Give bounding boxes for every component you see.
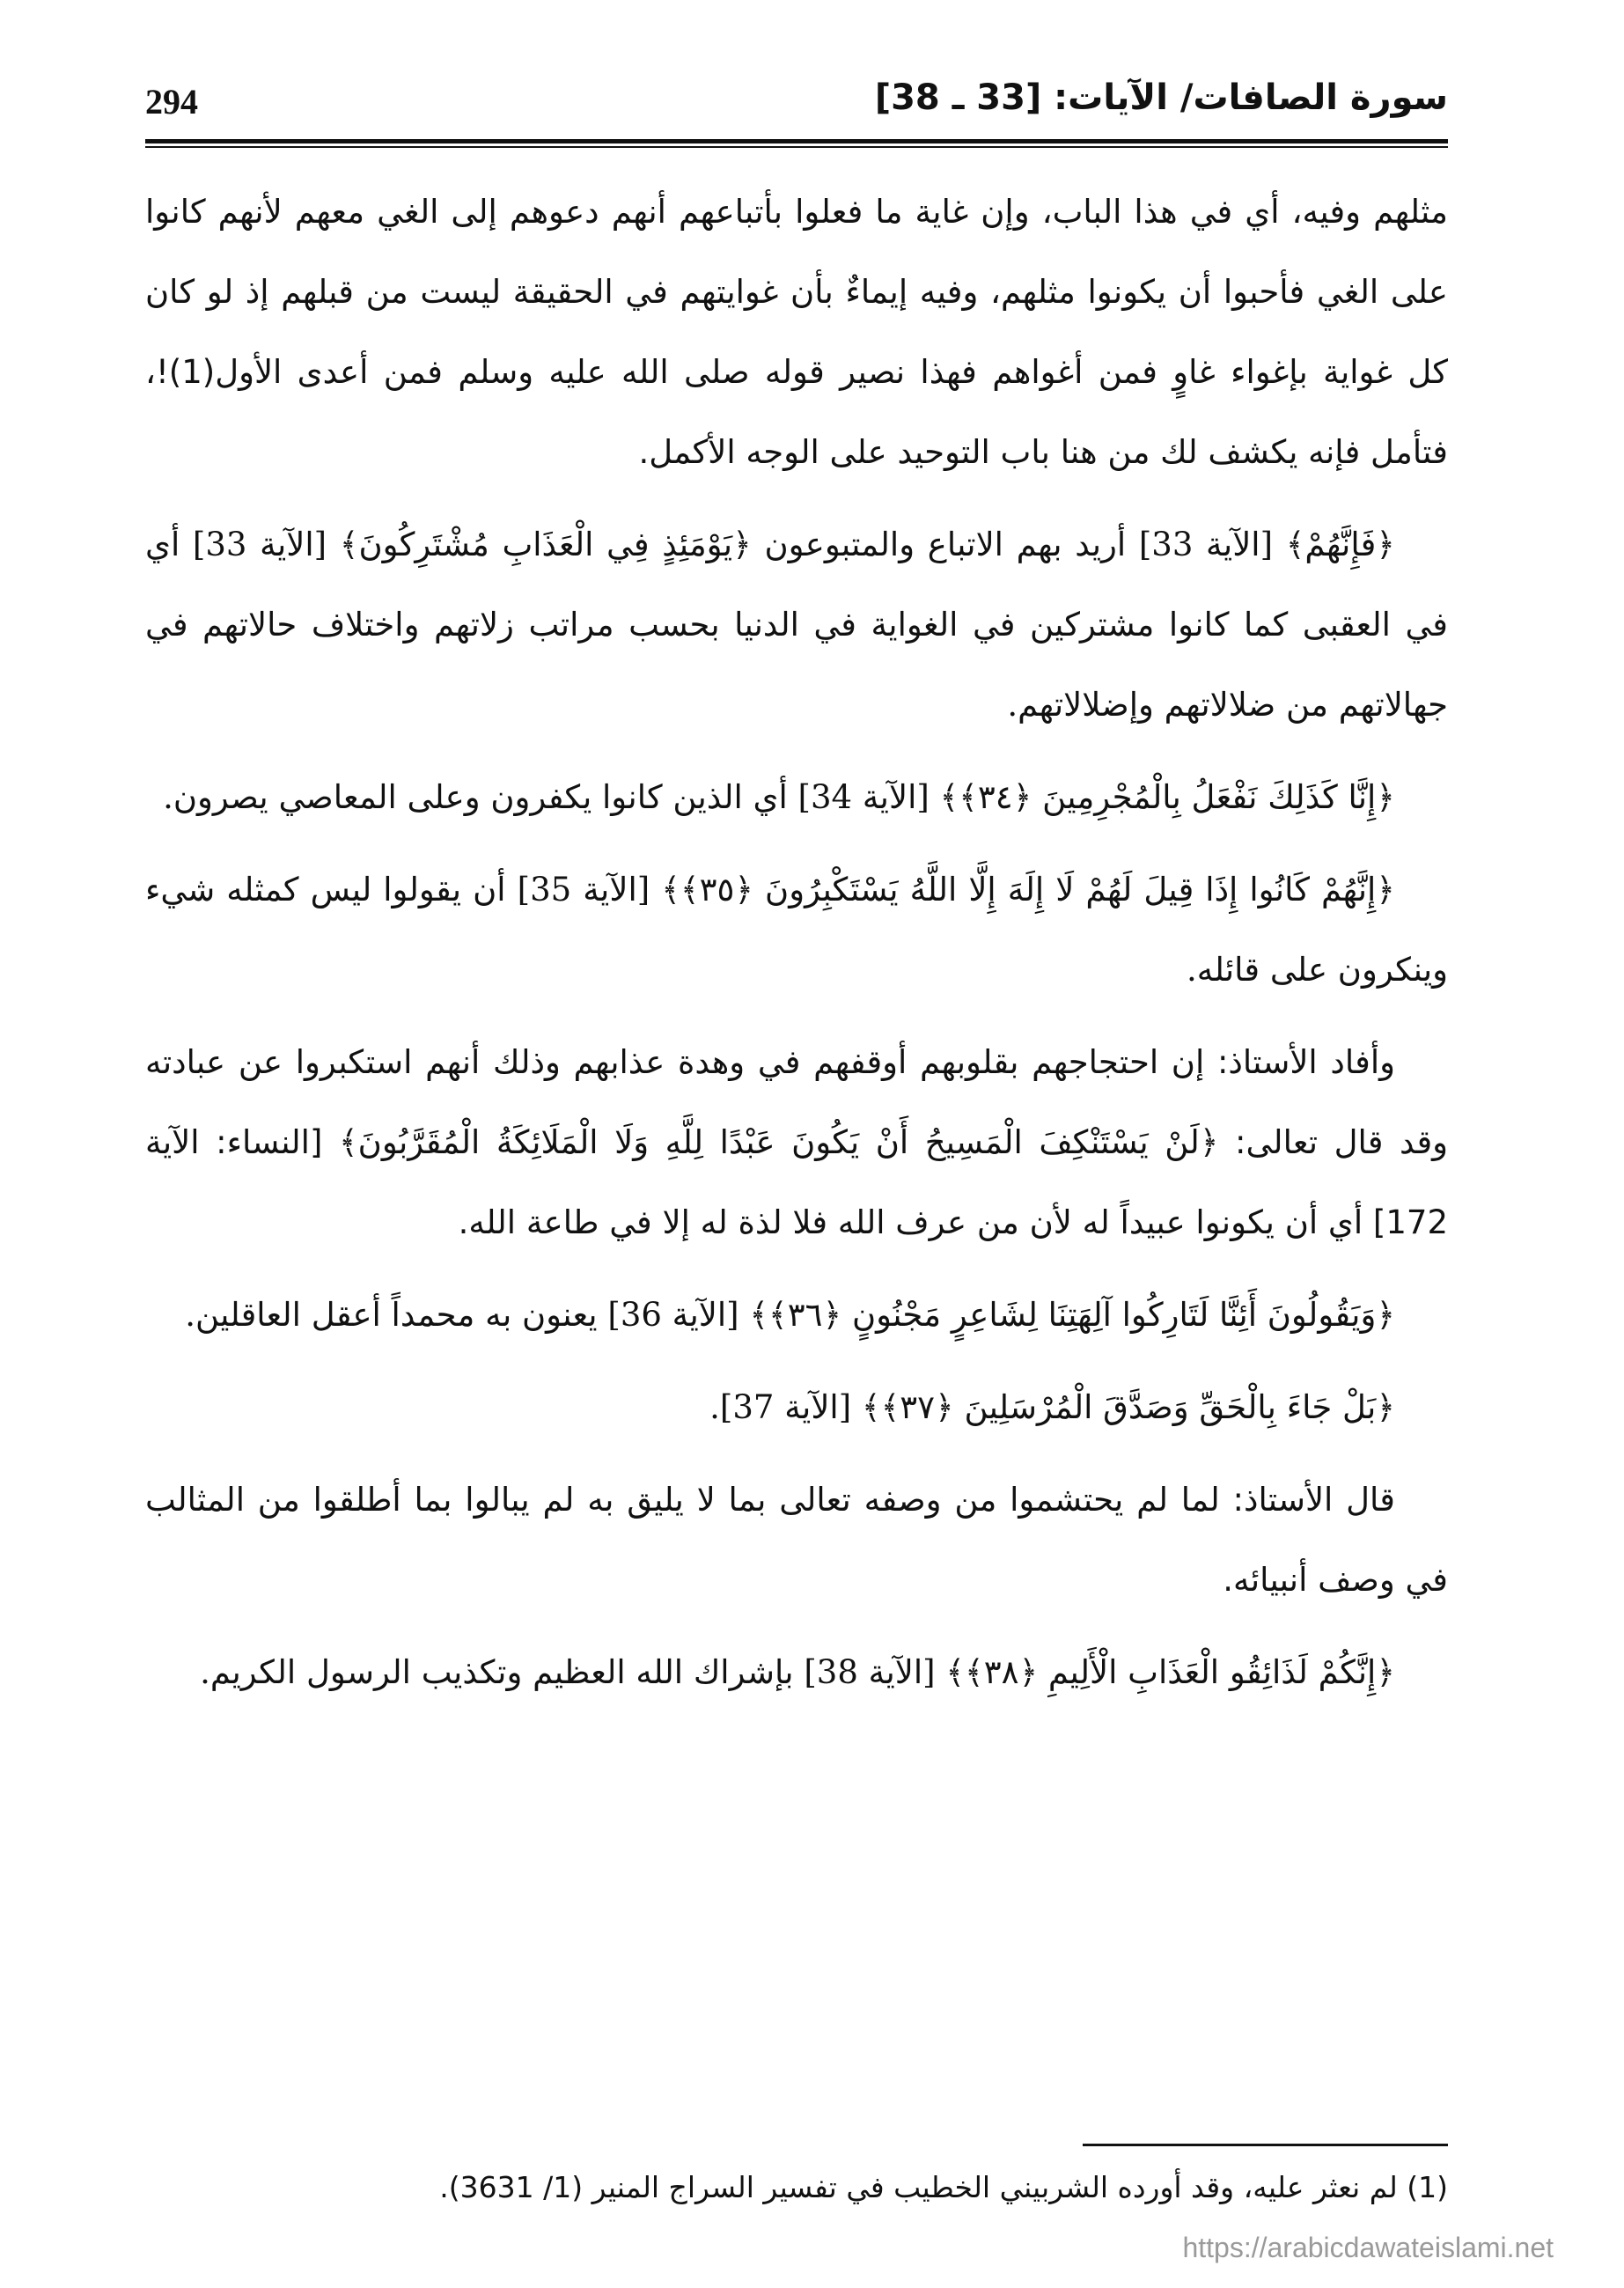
paragraph: ﴿بَلْ جَاءَ بِالْحَقِّ وَصَدَّقَ الْمُرْسَلِينَ ﴿٣٧﴾﴾ [الآية 37]. (709, 1388, 1395, 1426)
paragraph: ﴿وَيَقُولُونَ أَئِنَّا لَتَارِكُوا آلِهَتِنَا لِشَاعِرٍ مَجْنُونٍ ﴿٣٦﴾﴾ [الآية 36] يعنون به محمداً أعقل العاقلين. (185, 1296, 1395, 1334)
paragraph: مثلهم وفيه، أي في هذا الباب، وإن غاية ما فعلوا بأتباعهم أنهم دعوهم إلى الغي معهم لأنهم كانوا على الغي فأحبوا أن يكونوا مثلهم، وفيه إيماءٌ بأن غوايتهم في الحقيقة ليست من قبلهم إذ لو كان كل غواية بإغواء غاوٍ فمن أغواهم فهذا نصير قوله صلى الله عليه وسلم فمن أعدى الأول(1)!، فتأمل فإنه يكشف لك من هنا باب التوحيد على الوجه الأكمل. (145, 193, 1448, 471)
watermark-url: https://arabicdawateislami.net (1182, 2232, 1554, 2263)
header-rule-thick (145, 139, 1448, 143)
paragraph: ﴿فَإِنَّهُمْ﴾ [الآية 33] أريد بهم الاتباع والمتبوعون ﴿يَوْمَئِذٍ فِي الْعَذَابِ مُشْتَرِكُونَ﴾ [الآية 33] أي في العقبى كما كانوا مشتركين في الغواية في الدنيا بحسب مراتب زلاتهم واختلاف حالاتهم في جهالاتهم من ضلالاتهم وإضلالاتهم. (145, 526, 1448, 724)
body-text (145, 172, 1448, 1725)
paragraph: ﴿إِنَّهُمْ كَانُوا إِذَا قِيلَ لَهُمْ لَا إِلَهَ إِلَّا اللَّهُ يَسْتَكْبِرُونَ ﴿٣٥﴾﴾ [الآية 35] أن يقولوا ليس كمثله شيء وينكرون على قائله. (145, 871, 1448, 989)
page-number: 294 (145, 82, 198, 121)
paragraph: وأفاد الأستاذ: إن احتجاجهم بقلوبهم أوقفهم في وهدة عذابهم وذلك أنهم استكبروا عن عبادته وقد قال تعالى: ﴿لَنْ يَسْتَنْكِفَ الْمَسِيحُ أَنْ يَكُونَ عَبْدًا لِلَّهِ وَلَا الْمَلَائِكَةُ الْمُقَرَّبُونَ﴾ [النساء: الآية 172] أي أن يكونوا عبيداً له لأن من عرف الله فلا لذة له إلا في طاعة الله. (145, 1043, 1448, 1241)
page-header (145, 77, 1448, 139)
running-title: سورة الصافات/ الآيات: [33 ـ 38] (874, 77, 1448, 118)
paragraph: ﴿إِنَّكُمْ لَذَائِقُو الْعَذَابِ الْأَلِيمِ ﴿٣٨﴾﴾ [الآية 38] بإشراك الله العظيم وتكذيب الرسول الكريم. (200, 1653, 1395, 1691)
footnote: (1) لم نعثر عليه، وقد أورده الشربيني الخطيب في تفسير السراج المنير (1/ 3631). (439, 2170, 1448, 2204)
paragraph: قال الأستاذ: لما لم يحتشموا من وصفه تعالى بما لا يليق به لم يبالوا بما أطلقوا من المثالب في وصف أنبيائه. (145, 1481, 1448, 1599)
header-rule-thin (145, 146, 1448, 148)
footnote-separator (1083, 2144, 1448, 2146)
paragraph: ﴿إِنَّا كَذَلِكَ نَفْعَلُ بِالْمُجْرِمِينَ ﴿٣٤﴾﴾ [الآية 34] أي الذين كانوا يكفرون وعلى المعاصي يصرون. (163, 778, 1395, 816)
